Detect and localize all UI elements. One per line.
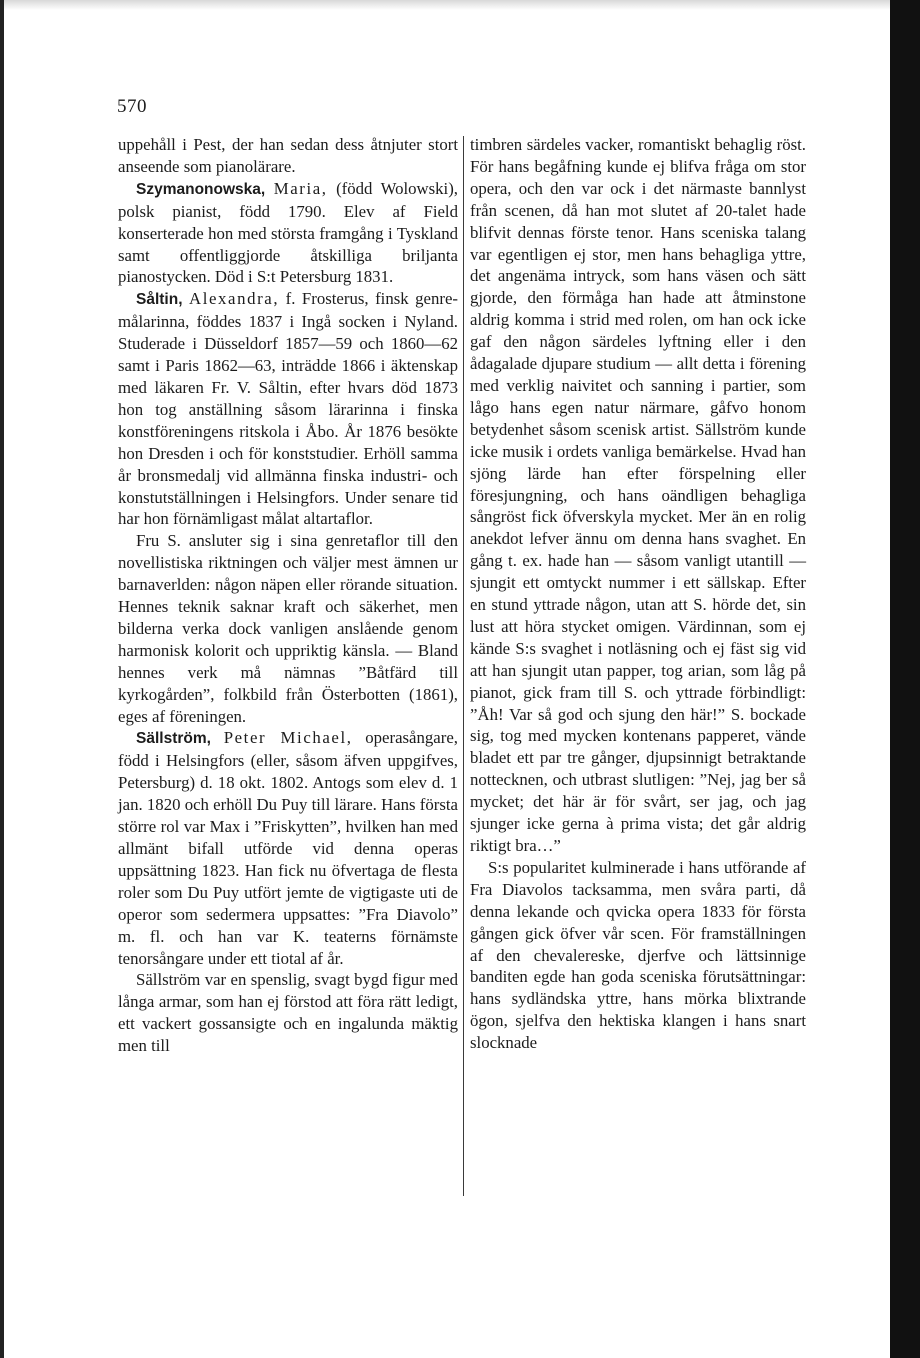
column-divider [463,136,464,1196]
page-number: 570 [117,96,147,117]
dictionary-entry [118,727,458,969]
right-column [470,134,806,1054]
entry-headword: Szymanonowska, [136,180,266,198]
dictionary-entry [118,288,458,530]
dictionary-entry [118,178,458,289]
entry-text: operasångare, född i Helsingfors (eller, såsom äfven uppgifves, Petersburg) d. 18 okt. 1802. Antogs som elev d. 1 jan. 1820 och erhöll Du Puy till lärare. Hans första större rol var Max i ”Friskytten”, hvilken han med allmänt bifall utförde vid denna operas uppsättning 1823. Han fick nu öfvertaga de flesta roler som Du Puy utfört jemte de vigtigaste uti de operor som sedermera uppsattes: ”Fra Diavolo” m. fl. och han var K. teaterns förnämste tenorsångare under ett tiotal af år. [118,728,458,968]
continued-paragraph: uppehåll i Pest, der han sedan dess åtnjuter stort anseende som pianolärare. [118,135,458,176]
body-paragraph: Sällström var en spenslig, svagt bygd figur med långa armar, som han ej förstod att föra rätt ledigt, ett vackert gossansigte och en ingalunda mäktig men till [118,970,458,1056]
body-paragraph: Fru S. ansluter sig i sina genretaflor till den novellistiska riktningen och väljer mest ämnen ur barnaverlden: någon näpen eller rörande situation. Hennes teknik saknar kraft och säkerhet, men bilderna verka dock vanligen anslående genom harmonisk kolorit och uppriktig känsla. — Bland hennes verk må nämnas ”Båtfärd till kyrkogården”, folkbild från Österbotten (1861), eges af föreningen. [118,531,458,726]
scan-right-edge [890,0,920,1358]
scan-left-edge [0,0,4,1358]
entry-forename: Peter Michael, [223,728,353,748]
page-top-edge [0,0,920,10]
entry-forename: Alexandra, [189,289,280,309]
entry-text: (född Wolowski), polsk pianist, född 1790. Elev af Field konserterade hon med största framgång i Tyskland samt offentliggjorde åtskilliga briljanta pianostycken. Död i S:t Petersburg 1831. [118,178,459,287]
body-paragraph: S:s popularitet kulminerade i hans utförande af Fra Diavolos tacksamma, men svåra parti, då denna lekande och qvicka opera 1833 för första gången gick öfver vår scen. För framställningen af den chevalereske, djerfve och lättsinnige banditen egde han goda sceniska förutsättningar: hans sydländska yttre, hans mörka blixtrande ögon, sjelfva den hektiska klangen i hans snart slocknade [470,857,806,1053]
continued-paragraph: timbren särdeles vacker, romantiskt behaglig röst. För hans begåfning kunde ej blifva fråga om stor opera, och den var ock i det närmaste bannlyst från scenen, då han mot slutet af 20-talet hade blifvit dennas förste tenor. Hans sceniska talang var egentligen ej stor, men hans behagliga yttre, det angenäma intryck, som hans väsen och sätt gjorde, den förmåga han hade att åtminstone aldrig komma i strid med rolen, om han ock icke gaf den någon särdeles lyftning eller i den ådagalade djupare studium — allt detta i förening med verklig naivitet och sanning i partier, som lågo hans egen natur närmare, gåfvo honom betydenhet såsom scenisk artist. Sällström kunde icke musik i ordets vanliga bemärkelse. Hvad han sjöng lärde han efter förspelning eller föresjungning, och hans oändligen behagliga sångröst fick öfverskyla mycket. Mer än en rolig anekdot lefver ännu om denna hans svaghet. En gång t. ex. hade han — såsom vanligt utantill — sjungit ett omtyckt nummer i ett sällskap. Efter en stund yttrade någon, utan att S. hörde det, sin lust att höra stycket omigen. Värdinnan, som ej kände S:s svaghet i notläsning och ej fäst sig vid att han sjungit utan papper, tog arian, som låg på pianot, gick fram till S. och yttrade förbindligt: ”Åh! Var så god och sjung den här!” S. bockade sig, tog med mycken kontenans papperet, vände bladet ett par tre gånger, djupsinnigt betraktande nottecknen, och utbrast slutligen: ”Nej, jag ber så mycket; det här är för svårt, ser jag, och jag sjunger icke gerna à prima vista; det går aldrig riktigt bra…” [470,135,806,855]
entry-headword: Sällström, [136,730,211,748]
left-column [118,134,458,1057]
entry-forename: Maria, [273,178,328,198]
entry-text: f. Frosterus, finsk genre-målarinna, föddes 1837 i Ingå socken i Nyland. Studerade i Düsseldorf 1857—59 och 1860—62 samt i Paris 1862—63, inträdde 1866 i äktenskap med läkaren Fr. V. Såltin, efter hvars död 1873 hon tog anställning såsom lärarinna i finska konstföreningens ritskola i Åbo. År 1876 besökte hon Dresden i och för konststudier. Erhöll samma år bronsmedalj vid allmänna finska industri- och konstutställningen i Helsingfors. Under senare tid har hon förnämligast målat altartaflor. [118,289,459,529]
entry-headword: Såltin, [136,291,183,309]
